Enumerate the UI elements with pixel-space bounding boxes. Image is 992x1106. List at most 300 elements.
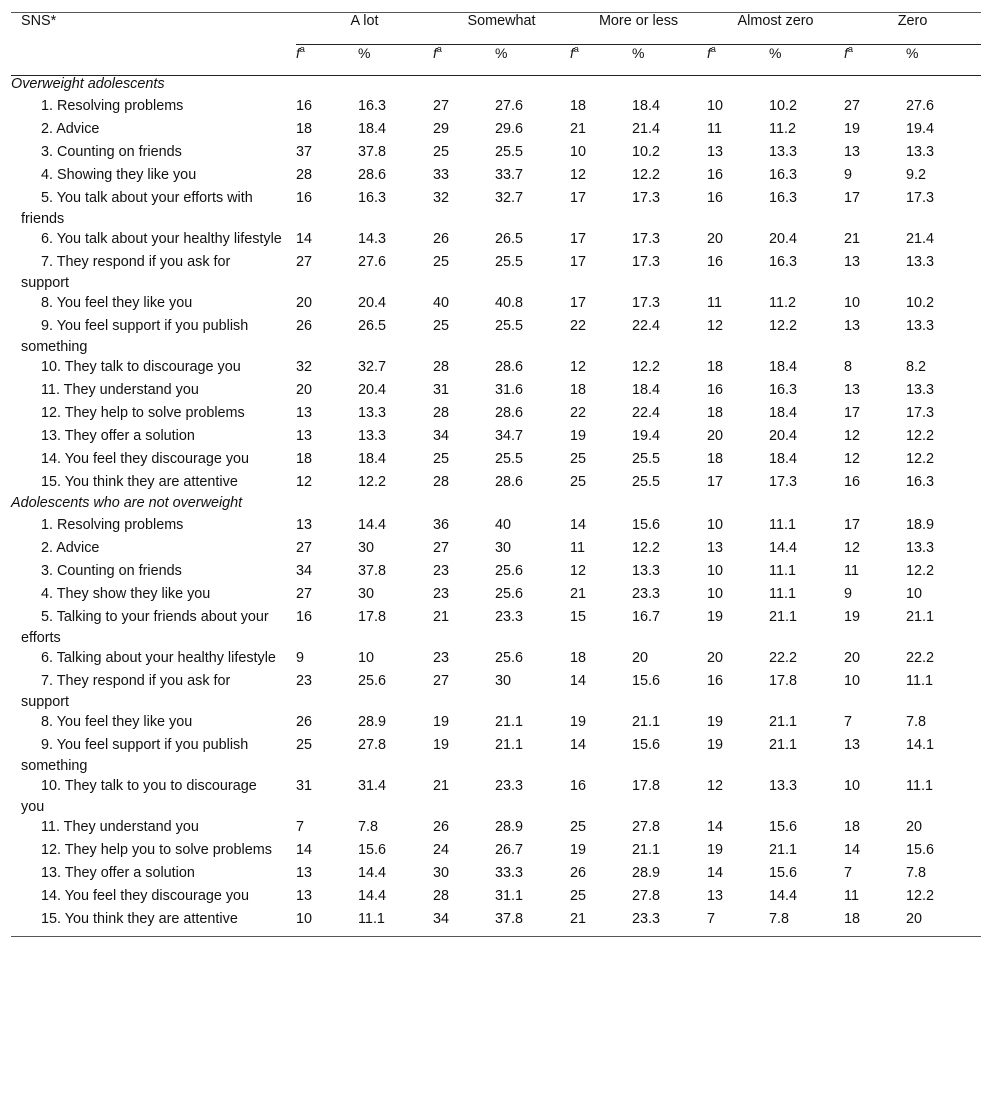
percent-cell: 31.4 [358, 778, 387, 794]
frequency-cell: 15 [570, 609, 587, 625]
table-row [11, 142, 981, 165]
frequency-cell: 34 [433, 428, 450, 444]
percent-cell: 12.2 [632, 359, 661, 375]
percent-cell: 17.8 [632, 778, 661, 794]
frequency-cell: 12 [570, 167, 587, 183]
row-label: 8. You feel they like you [41, 714, 193, 730]
row-label: 1. Resolving problems [41, 517, 184, 533]
frequency-cell: 17 [844, 190, 861, 206]
frequency-cell: 10 [844, 778, 861, 794]
percent-cell: 18.4 [358, 121, 387, 137]
percent-cell: 23.3 [632, 911, 661, 927]
percent-cell: 29.6 [495, 121, 524, 137]
frequency-cell: 27 [296, 254, 313, 270]
frequency-cell: 11 [844, 563, 859, 579]
frequency-cell: 18 [570, 382, 587, 398]
percent-cell: 28.9 [632, 865, 661, 881]
percent-cell: 21.1 [769, 842, 798, 858]
frequency-cell: 26 [296, 714, 313, 730]
table-row [11, 316, 981, 357]
row-label: 14. You feel they discourage you [41, 888, 250, 904]
percent-cell: 28.9 [495, 819, 524, 835]
percent-cell: 17.3 [632, 295, 661, 311]
percent-cell: 30 [358, 586, 375, 602]
table-row [11, 840, 981, 863]
frequency-cell: 17 [570, 254, 587, 270]
percent-cell: 7.8 [769, 911, 790, 927]
frequency-cell: 7 [707, 911, 716, 927]
percent-cell: 17.3 [632, 190, 661, 206]
percent-cell: 10 [358, 650, 375, 666]
frequency-cell: 14 [707, 865, 724, 881]
section-heading-row [11, 495, 981, 515]
table-row [11, 96, 981, 119]
percent-cell: 21.4 [632, 121, 661, 137]
row-label: 5. You talk about your efforts with friends [21, 190, 253, 227]
frequency-cell: 28 [296, 167, 313, 183]
percent-cell: 13.3 [358, 405, 387, 421]
frequency-cell: 18 [844, 819, 861, 835]
subheader-row [11, 45, 981, 76]
frequency-cell: 10 [707, 98, 724, 114]
percent-cell: 21.1 [769, 737, 798, 753]
frequency-cell: 19 [844, 121, 861, 137]
table-row [11, 357, 981, 380]
frequency-cell: 13 [296, 428, 313, 444]
percent-cell: 25.6 [358, 673, 387, 689]
table-row [11, 403, 981, 426]
percent-cell: 18.4 [769, 451, 798, 467]
percent-cell: 11.1 [358, 911, 385, 927]
percent-cell: 12.2 [906, 563, 935, 579]
percent-cell: 17.3 [906, 190, 935, 206]
section-heading-row [11, 76, 981, 97]
percent-cell: 21.1 [495, 737, 524, 753]
row-label: 13. They offer a solution [41, 428, 195, 444]
percent-cell: 17.3 [769, 474, 798, 490]
percent-cell: 25.5 [495, 254, 524, 270]
frequency-cell: 13 [844, 144, 861, 160]
frequency-cell: 13 [296, 865, 313, 881]
percent-cell: 17.8 [769, 673, 798, 689]
row-label: 8. You feel they like you [41, 295, 193, 311]
percent-cell: 37.8 [358, 144, 387, 160]
frequency-cell: 25 [433, 451, 450, 467]
percent-cell: 11.2 [769, 295, 796, 311]
percent-cell: 32.7 [495, 190, 524, 206]
percent-cell: 28.6 [495, 405, 524, 421]
frequency-cell: 27 [433, 673, 450, 689]
table-row [11, 515, 981, 538]
percent-cell: 16.3 [358, 98, 387, 114]
frequency-cell: 7 [844, 865, 853, 881]
row-label: 15. You think they are attentive [41, 911, 238, 927]
frequency-cell: 21 [844, 231, 861, 247]
frequency-cell: 31 [433, 382, 450, 398]
frequency-cell: 12 [844, 540, 861, 556]
percent-cell: 20.4 [769, 231, 798, 247]
percent-cell: 21.1 [769, 609, 798, 625]
frequency-subheader: $f^a$ [707, 44, 716, 61]
percent-cell: 13.3 [906, 540, 935, 556]
frequency-cell: 11 [707, 121, 722, 137]
frequency-cell: 18 [707, 359, 724, 375]
group-header-somewhat: Somewhat [433, 13, 570, 45]
frequency-cell: 14 [844, 842, 861, 858]
frequency-cell: 13 [707, 888, 724, 904]
frequency-cell: 28 [433, 405, 450, 421]
percent-cell: 15.6 [769, 865, 798, 881]
frequency-cell: 16 [707, 167, 724, 183]
table-row [11, 561, 981, 584]
row-label: 13. They offer a solution [41, 865, 195, 881]
frequency-cell: 18 [844, 911, 861, 927]
percent-cell: 7.8 [906, 714, 927, 730]
frequency-cell: 20 [296, 382, 313, 398]
frequency-cell: 18 [570, 98, 587, 114]
table-row [11, 671, 981, 712]
percent-cell: 20.4 [769, 428, 798, 444]
frequency-cell: 32 [433, 190, 450, 206]
table-row [11, 886, 981, 909]
frequency-cell: 25 [433, 144, 450, 160]
frequency-cell: 21 [433, 609, 450, 625]
percent-cell: 25.5 [495, 451, 524, 467]
table-row [11, 712, 981, 735]
frequency-cell: 13 [844, 254, 861, 270]
row-label: 10. They talk to you to discourage you [21, 778, 257, 815]
frequency-cell: 40 [433, 295, 450, 311]
percent-cell: 10.2 [769, 98, 798, 114]
table-row [11, 472, 981, 495]
percent-cell: 18.4 [632, 382, 661, 398]
frequency-cell: 16 [296, 190, 313, 206]
frequency-cell: 16 [707, 190, 724, 206]
frequency-cell: 25 [296, 737, 313, 753]
percent-subheader: % [632, 45, 645, 61]
frequency-cell: 19 [707, 714, 724, 730]
frequency-cell: 19 [707, 609, 724, 625]
percent-cell: 25.5 [495, 144, 524, 160]
percent-cell: 17.3 [632, 231, 661, 247]
frequency-cell: 7 [844, 714, 853, 730]
frequency-subheader: $f^a$ [433, 44, 442, 61]
row-label: 7. They respond if you ask for support [21, 673, 231, 710]
table-row [11, 776, 981, 817]
group-header-more-or-less: More or less [570, 13, 707, 45]
percent-cell: 26.5 [358, 318, 387, 334]
frequency-cell: 16 [707, 254, 724, 270]
percent-cell: 27.6 [906, 98, 935, 114]
percent-cell: 12.2 [632, 167, 661, 183]
frequency-cell: 27 [296, 540, 313, 556]
percent-cell: 22.2 [769, 650, 798, 666]
percent-cell: 16.3 [769, 167, 798, 183]
percent-cell: 11.2 [769, 121, 796, 137]
percent-cell: 12.2 [769, 318, 798, 334]
percent-cell: 26.5 [495, 231, 524, 247]
percent-cell: 14.4 [769, 540, 798, 556]
frequency-cell: 25 [570, 819, 587, 835]
percent-cell: 11.1 [769, 586, 796, 602]
percent-cell: 16.7 [632, 609, 661, 625]
frequency-cell: 23 [433, 563, 450, 579]
group-header-zero: Zero [844, 13, 981, 45]
frequency-cell: 28 [433, 359, 450, 375]
percent-cell: 21.1 [495, 714, 524, 730]
percent-cell: 12.2 [906, 428, 935, 444]
percent-cell: 31.6 [495, 382, 524, 398]
frequency-cell: 14 [296, 842, 313, 858]
frequency-cell: 13 [296, 888, 313, 904]
percent-cell: 28.9 [358, 714, 387, 730]
frequency-subheader: $f^a$ [844, 44, 853, 61]
table-row [11, 449, 981, 472]
percent-cell: 23.3 [495, 778, 524, 794]
percent-cell: 13.3 [906, 318, 935, 334]
frequency-cell: 11 [570, 540, 585, 556]
frequency-cell: 19 [433, 714, 450, 730]
row-label: 11. They understand you [41, 382, 199, 398]
percent-cell: 27.8 [358, 737, 387, 753]
frequency-cell: 19 [707, 842, 724, 858]
percent-cell: 14.4 [358, 888, 387, 904]
percent-cell: 25.6 [495, 586, 524, 602]
frequency-cell: 10 [296, 911, 313, 927]
percent-cell: 16.3 [769, 190, 798, 206]
frequency-cell: 9 [844, 167, 853, 183]
frequency-cell: 14 [570, 673, 587, 689]
frequency-cell: 12 [296, 474, 313, 490]
frequency-cell: 12 [844, 428, 861, 444]
frequency-cell: 33 [433, 167, 450, 183]
frequency-cell: 25 [570, 888, 587, 904]
percent-cell: 15.6 [632, 737, 661, 753]
frequency-cell: 11 [844, 888, 859, 904]
percent-cell: 34.7 [495, 428, 524, 444]
frequency-cell: 13 [296, 517, 313, 533]
percent-cell: 15.6 [632, 517, 661, 533]
frequency-cell: 13 [296, 405, 313, 421]
frequency-cell: 20 [707, 231, 724, 247]
frequency-cell: 26 [570, 865, 587, 881]
frequency-cell: 9 [844, 586, 853, 602]
frequency-cell: 20 [707, 428, 724, 444]
row-label: 12. They help to solve problems [41, 405, 245, 421]
row-label: 10. They talk to discourage you [41, 359, 241, 375]
frequency-cell: 21 [570, 586, 587, 602]
table-row [11, 909, 981, 936]
frequency-cell: 24 [433, 842, 450, 858]
percent-cell: 12.2 [906, 888, 935, 904]
percent-cell: 25.5 [495, 318, 524, 334]
frequency-cell: 11 [707, 295, 722, 311]
frequency-cell: 16 [707, 673, 724, 689]
row-label: 4. They show they like you [41, 586, 211, 602]
frequency-cell: 18 [296, 121, 313, 137]
table-row [11, 293, 981, 316]
percent-cell: 14.1 [906, 737, 935, 753]
percent-cell: 37.8 [358, 563, 387, 579]
frequency-cell: 14 [707, 819, 724, 835]
frequency-cell: 12 [707, 318, 724, 334]
row-label: 9. You feel support if you publish something [21, 318, 249, 355]
frequency-cell: 12 [570, 563, 587, 579]
row-label: 4. Showing they like you [41, 167, 197, 183]
frequency-cell: 13 [844, 737, 861, 753]
percent-cell: 33.7 [495, 167, 524, 183]
percent-cell: 28.6 [358, 167, 387, 183]
frequency-cell: 17 [570, 190, 587, 206]
frequency-cell: 32 [296, 359, 313, 375]
frequency-cell: 17 [844, 405, 861, 421]
percent-cell: 23.3 [495, 609, 524, 625]
row-label: 6. You talk about your healthy lifestyle [41, 231, 282, 247]
percent-cell: 15.6 [906, 842, 935, 858]
frequency-cell: 21 [570, 121, 587, 137]
frequency-cell: 12 [844, 451, 861, 467]
table-row [11, 817, 981, 840]
table-row [11, 735, 981, 776]
percent-cell: 20 [906, 819, 923, 835]
percent-cell: 23.3 [632, 586, 661, 602]
frequency-cell: 18 [296, 451, 313, 467]
frequency-cell: 26 [433, 819, 450, 835]
frequency-cell: 30 [433, 865, 450, 881]
percent-cell: 18.9 [906, 517, 935, 533]
frequency-cell: 16 [707, 382, 724, 398]
percent-cell: 21.1 [632, 842, 661, 858]
percent-cell: 17.3 [632, 254, 661, 270]
percent-cell: 30 [495, 673, 512, 689]
frequency-cell: 13 [707, 144, 724, 160]
frequency-cell: 29 [433, 121, 450, 137]
frequency-cell: 19 [433, 737, 450, 753]
frequency-cell: 13 [844, 382, 861, 398]
percent-cell: 11.1 [769, 563, 796, 579]
percent-cell: 17.3 [906, 405, 935, 421]
table-row [11, 229, 981, 252]
percent-subheader: % [906, 45, 919, 61]
percent-cell: 26.7 [495, 842, 524, 858]
frequency-cell: 19 [570, 714, 587, 730]
frequency-cell: 22 [570, 318, 587, 334]
table-row [11, 188, 981, 229]
sns-support-table [11, 12, 981, 937]
percent-cell: 14.4 [358, 865, 387, 881]
table-row [11, 863, 981, 886]
table-row [11, 607, 981, 648]
percent-cell: 16.3 [906, 474, 935, 490]
frequency-cell: 26 [296, 318, 313, 334]
frequency-cell: 21 [570, 911, 587, 927]
frequency-cell: 36 [433, 517, 450, 533]
percent-cell: 30 [495, 540, 512, 556]
frequency-cell: 17 [844, 517, 861, 533]
percent-cell: 14.4 [769, 888, 798, 904]
row-label: 11. They understand you [41, 819, 199, 835]
frequency-cell: 21 [433, 778, 450, 794]
frequency-cell: 34 [296, 563, 313, 579]
percent-cell: 11.1 [769, 517, 796, 533]
percent-cell: 22.2 [906, 650, 935, 666]
percent-cell: 15.6 [358, 842, 387, 858]
percent-cell: 16.3 [769, 254, 798, 270]
frequency-cell: 20 [707, 650, 724, 666]
frequency-cell: 16 [844, 474, 861, 490]
sns-column-header: SNS* [21, 13, 57, 29]
row-label: 3. Counting on friends [41, 144, 182, 160]
percent-cell: 27.8 [632, 888, 661, 904]
percent-cell: 14.4 [358, 517, 387, 533]
frequency-cell: 17 [707, 474, 724, 490]
frequency-cell: 10 [707, 517, 724, 533]
group-header-a-lot: A lot [296, 13, 433, 45]
frequency-cell: 13 [844, 318, 861, 334]
frequency-cell: 28 [433, 474, 450, 490]
table-row [11, 538, 981, 561]
percent-cell: 13.3 [906, 382, 935, 398]
percent-cell: 15.6 [632, 673, 661, 689]
frequency-cell: 18 [570, 650, 587, 666]
percent-cell: 13.3 [358, 428, 387, 444]
frequency-cell: 12 [570, 359, 587, 375]
frequency-cell: 10 [844, 673, 861, 689]
percent-cell: 17.8 [358, 609, 387, 625]
percent-cell: 20.4 [358, 382, 387, 398]
percent-cell: 40 [495, 517, 512, 533]
frequency-cell: 10 [844, 295, 861, 311]
frequency-cell: 26 [433, 231, 450, 247]
table-row [11, 426, 981, 449]
percent-cell: 19.4 [906, 121, 935, 137]
table-row [11, 252, 981, 293]
percent-cell: 11.1 [906, 778, 933, 794]
percent-cell: 7.8 [906, 865, 927, 881]
row-label: 3. Counting on friends [41, 563, 182, 579]
percent-cell: 18.4 [632, 98, 661, 114]
percent-cell: 9.2 [906, 167, 927, 183]
percent-cell: 11.1 [906, 673, 933, 689]
frequency-cell: 20 [844, 650, 861, 666]
frequency-cell: 13 [707, 540, 724, 556]
frequency-cell: 27 [296, 586, 313, 602]
percent-cell: 10.2 [632, 144, 661, 160]
frequency-cell: 12 [707, 778, 724, 794]
row-label: 2. Advice [41, 121, 100, 137]
percent-cell: 13.3 [769, 778, 798, 794]
frequency-cell: 18 [707, 451, 724, 467]
percent-cell: 32.7 [358, 359, 387, 375]
percent-cell: 18.4 [769, 359, 798, 375]
frequency-cell: 27 [433, 98, 450, 114]
percent-subheader: % [358, 45, 371, 61]
group-header-almost-zero: Almost zero [707, 13, 844, 45]
percent-cell: 28.6 [495, 359, 524, 375]
frequency-cell: 16 [296, 98, 313, 114]
table-body [11, 76, 981, 937]
percent-cell: 20 [632, 650, 649, 666]
percent-cell: 33.3 [495, 865, 524, 881]
percent-cell: 7.8 [358, 819, 379, 835]
frequency-cell: 10 [707, 586, 724, 602]
section-title: Adolescents who are not overweight [11, 495, 243, 511]
percent-cell: 22.4 [632, 405, 661, 421]
frequency-cell: 23 [433, 586, 450, 602]
row-label: 5. Talking to your friends about your efforts [21, 609, 269, 646]
percent-subheader: % [495, 45, 508, 61]
row-label: 6. Talking about your healthy lifestyle [41, 650, 276, 666]
